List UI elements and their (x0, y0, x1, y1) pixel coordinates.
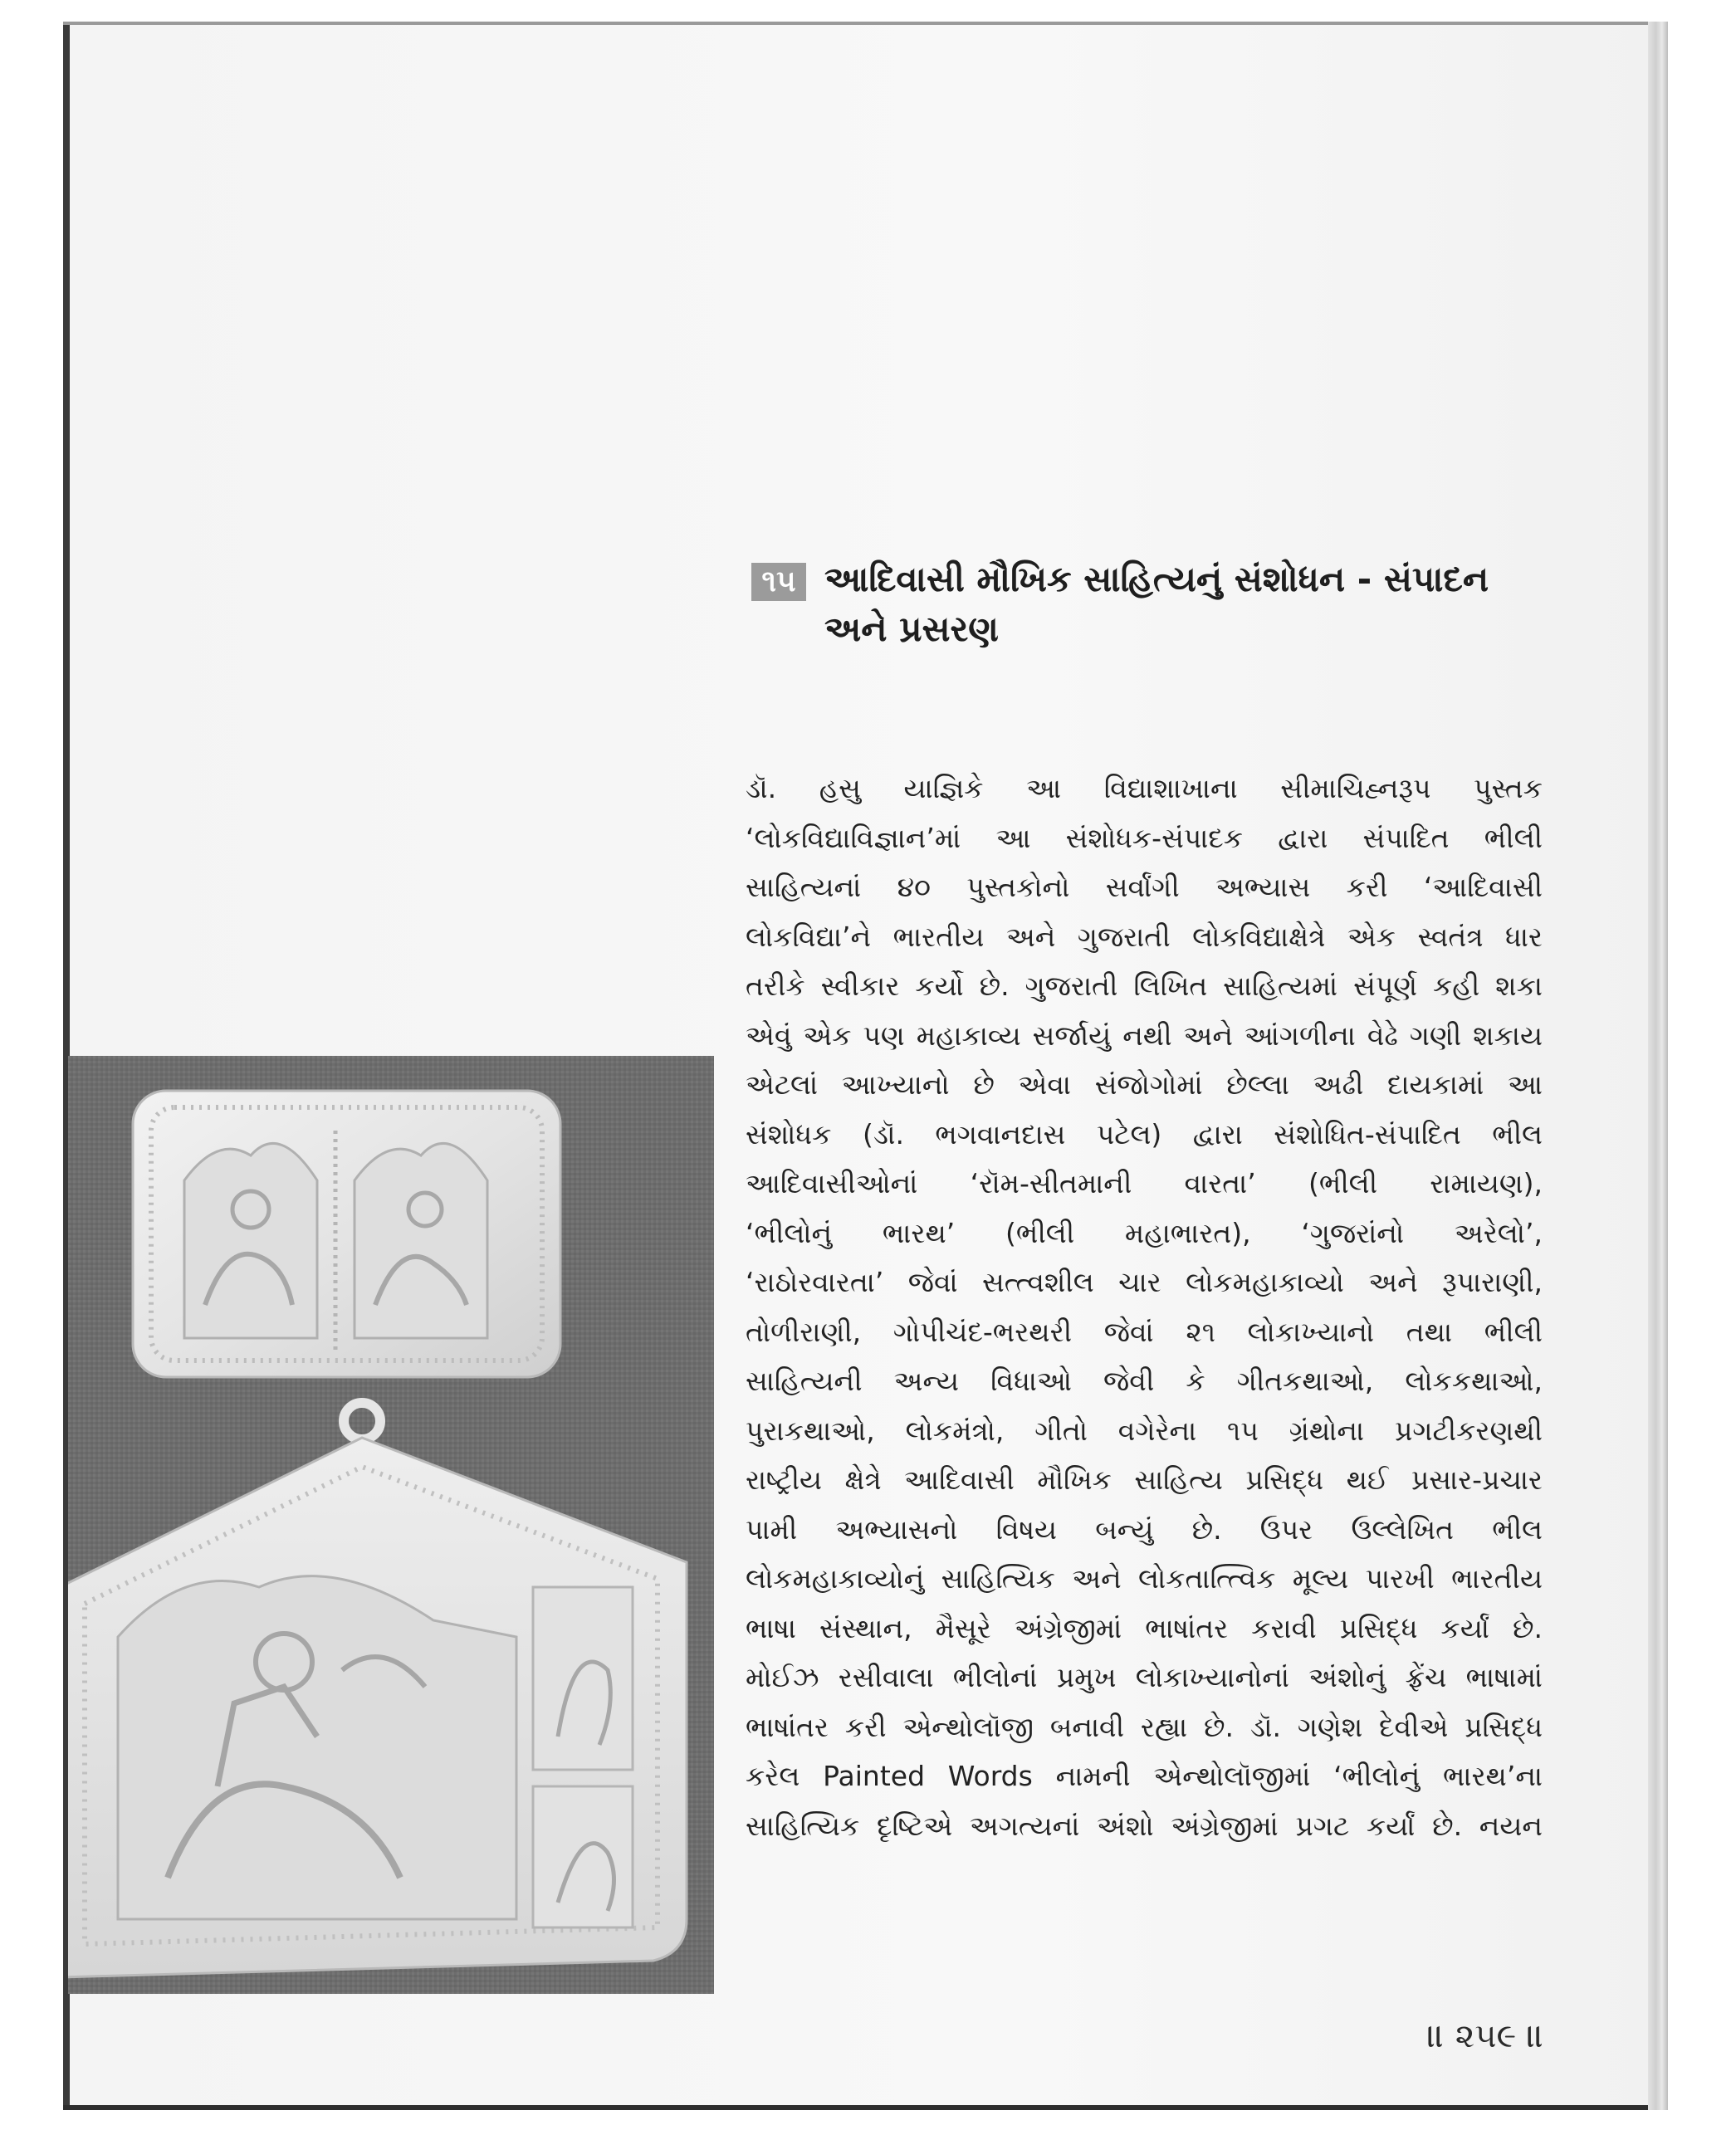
body-line: તોળીરાણી, ગોપીચંદ-ભરથરી જેવાં ૨૧ લોકાખ્યાનો તથા ભીલી (746, 1315, 1543, 1348)
body-line: રાષ્ટ્રીય ક્ષેત્રે આદિવાસી મૌખિક સાહિત્ય પ્રસિદ્ધ થઈ પ્રસાર-પ્રચાર (746, 1463, 1543, 1496)
body-line: સાહિત્યની અન્ય વિધાઓ જેવી કે ગીતકથાઓ, લોકકથાઓ, (746, 1365, 1543, 1397)
scan-edge-bottom (63, 2105, 1657, 2110)
rectangular-pendant (133, 1091, 560, 1377)
chapter-title-line: અને પ્રસરણ (824, 608, 999, 649)
body-line: સાહિત્યિક દૃષ્ટિએ અગત્યનાં અંશો અંગ્રેજીમાં પ્રગટ કર્યાં છે. નયન (746, 1809, 1543, 1842)
body-line: ભાષા સંસ્થાન, મૈસૂરે અંગ્રેજીમાં ભાષાંતર કરાવી પ્રસિદ્ધ કર્યાં છે. (746, 1611, 1543, 1644)
body-line: લોકવિદ્યા’ને ભારતીય અને ગુજરાતી લોકવિદ્યાક્ષેત્રે એક સ્વતંત્ર ધાર (746, 920, 1543, 953)
chapter-title (824, 554, 1522, 654)
body-line: પામી અભ્યાસનો વિષય બન્યું છે. ઉપર ઉલ્લેખિત ભીલ (746, 1512, 1543, 1546)
body-line: એટલાં આખ્યાનો છે એવા સંજોગોમાં છેલ્લા અઢી દાયકામાં આ (746, 1068, 1543, 1101)
body-line: મોઈઝ રસીવાલા ભીલોનાં પ્રમુખ લોકાખ્યાનોનાં અંશોનું ફ્રેંચ ભાષામાં (746, 1661, 1543, 1693)
page-number: ॥ ૨૫૯ ॥ (1426, 2017, 1544, 2055)
body-line: સાહિત્યનાં ૪૦ પુસ્તકોનો સર્વાંગી અભ્યાસ કરી ‘આદિવાસી (746, 871, 1543, 903)
pendant-photograph (68, 1056, 714, 1994)
scan-edge-top (63, 22, 1657, 25)
chapter-number-badge: ૧૫ (751, 563, 806, 601)
body-line: ‘ભીલોનું ભારથ’ (ભીલી મહાભારત), ‘ગુજરાંનો અરેલો’, (746, 1216, 1543, 1249)
body-line: સંશોધક (ડૉ. ભગવાનદાસ પટેલ) દ્વારા સંશોધિત-સંપાદિત ભીલ (746, 1117, 1543, 1150)
body-line: કરેલ Painted Words નામની એન્થોલૉજીમાં ‘ભીલોનું ભારથ’ના (746, 1760, 1543, 1792)
body-line: ભાષાંતર કરી એન્થોલૉજી બનાવી રહ્યા છે. ડૉ. ગણેશ દેવીએ પ્રસિદ્ધ (746, 1710, 1543, 1743)
body-line: પુરાકથાઓ, લોકમંત્રો, ગીતો વગેરેના ૧૫ ગ્રંથોના પ્રગટીકરણથી (746, 1414, 1543, 1447)
body-line: એવું એક પણ મહાકાવ્ય સર્જાયું નથી અને આંગળીના વેઢે ગણી શકાય (746, 1019, 1543, 1052)
body-line: ‘રાઠોરવારતા’ જેવાં સત્ત્વશીલ ચાર લોકમહાકાવ્યો અને રૂપારાણી, (746, 1266, 1543, 1298)
book-spine-edge (1648, 22, 1668, 2110)
body-line: લોકમહાકાવ્યોનું સાહિત્યિક અને લોકતાત્ત્વિક મૂલ્ય પારખી ભારતીય (746, 1562, 1543, 1595)
body-line: ‘લોકવિદ્યાવિજ્ઞાન’માં આ સંશોધક-સંપાદક દ્વારા સંપાદિત ભીલી (746, 821, 1543, 854)
body-line: તરીકે સ્વીકાર કર્યો છે. ગુજરાતી લિખિત સાહિત્યમાં સંપૂર્ણ કહી શકા (746, 970, 1543, 1002)
body-line: આદિવાસીઓનાં ‘રૉમ-સીતમાની વારતા’ (ભીલી રામાયણ), (746, 1167, 1543, 1199)
body-line: ડૉ. હસુ યાજ્ઞિકે આ વિદ્યાશાખાના સીમાચિહ્નરૂપ પુસ્તક (746, 772, 1543, 804)
body-paragraph (746, 764, 1543, 1850)
chapter-title-line: આદિવાસી મૌખિક સાહિત્યનું સંશોધન - સંપાદન (824, 559, 1489, 599)
